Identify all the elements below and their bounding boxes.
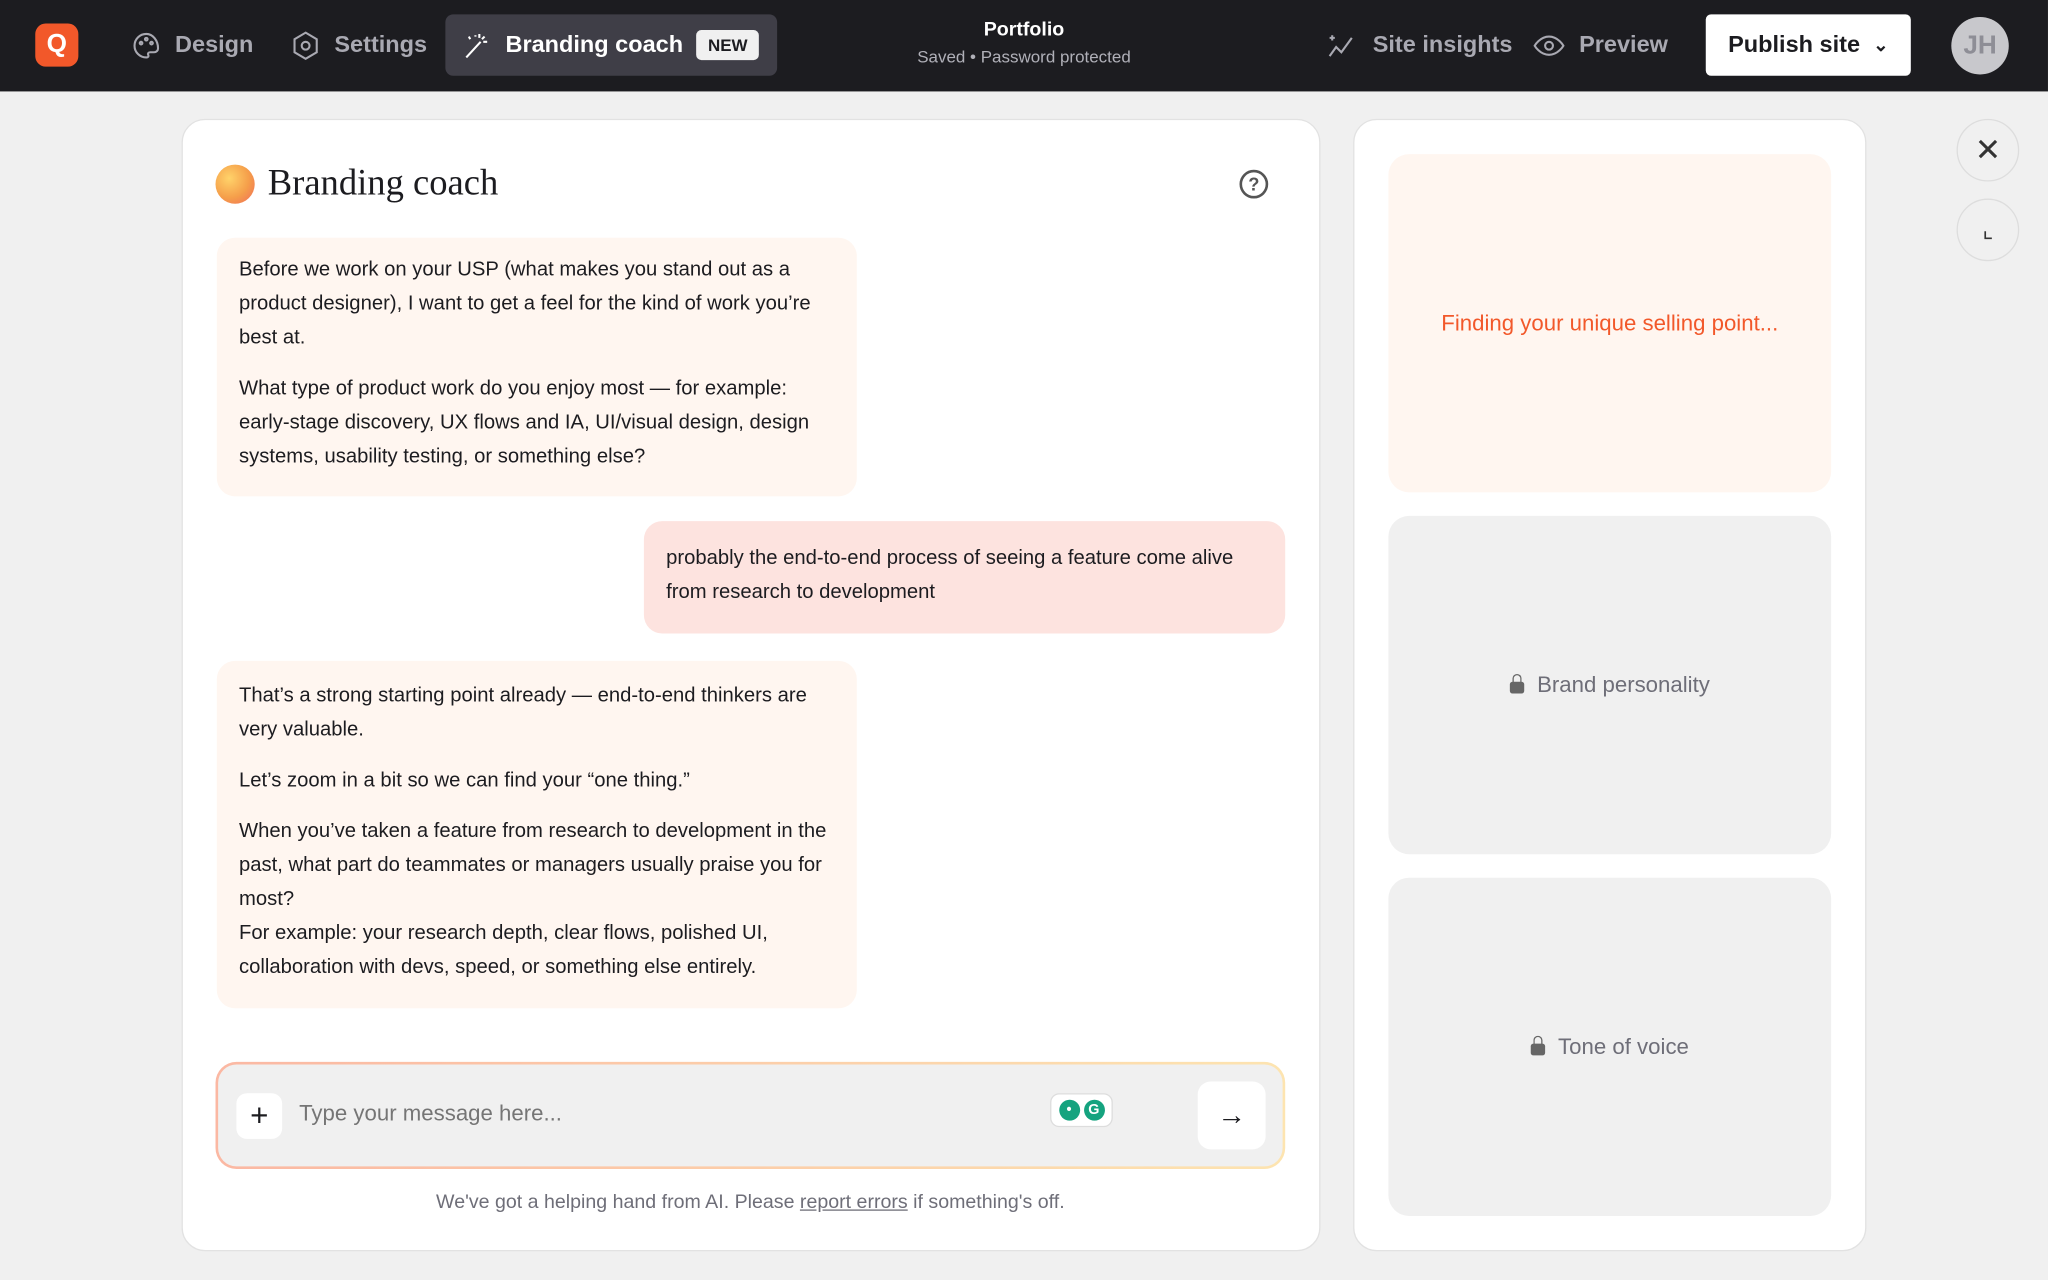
nav-design[interactable]	[115, 14, 269, 75]
site-info	[893, 18, 1154, 66]
palette-icon	[131, 29, 162, 60]
nav-settings-label: Settings	[334, 31, 428, 58]
message-paragraph: For example: your research depth, clear flows, polished UI, collaboration with devs, speed, or something else entirely.	[239, 922, 768, 979]
step-brand-personality	[1388, 516, 1831, 854]
message-paragraph: That’s a strong starting point already — end-to-end thinkers are very valuable.	[239, 684, 807, 741]
arrow-right-icon: →	[1217, 1098, 1247, 1132]
sparkle-chart-icon	[1326, 29, 1360, 60]
chat-title-text: Branding coach	[267, 163, 499, 204]
top-bar	[0, 0, 2048, 91]
nav-branding-coach-label: Branding coach	[505, 31, 684, 58]
new-badge: NEW	[696, 30, 759, 60]
avatar[interactable]: JH	[1951, 17, 2008, 74]
grammarly-icon: G	[1083, 1100, 1104, 1121]
gear-icon	[290, 29, 321, 60]
assistant-message	[217, 661, 857, 1008]
chat-title	[216, 163, 499, 205]
preview-label: Preview	[1579, 31, 1668, 58]
message-input[interactable]	[299, 1101, 1030, 1127]
site-status: Saved • Password protected	[917, 47, 1131, 67]
nav-design-label: Design	[175, 31, 254, 58]
site-insights-button[interactable]	[1310, 14, 1528, 75]
help-icon[interactable]: ?	[1239, 170, 1268, 199]
message-paragraph: Let’s zoom in a bit so we can find your “one thing.”	[239, 769, 690, 792]
send-button[interactable]	[1198, 1081, 1266, 1149]
disclaimer-post: if something's off.	[907, 1191, 1065, 1214]
close-button[interactable]	[1957, 119, 2020, 182]
grammarly-widget[interactable]	[1050, 1093, 1113, 1127]
report-errors-link[interactable]: report errors	[799, 1191, 908, 1214]
close-icon: ✕	[1974, 132, 2002, 168]
magic-wand-icon	[461, 29, 492, 60]
assistant-message	[217, 238, 857, 497]
message-text: probably the end-to-end process of seeing a feature come alive from research to development	[666, 547, 1234, 604]
eye-icon	[1532, 29, 1566, 60]
step-label: Finding your unique selling point...	[1441, 310, 1779, 336]
message-composer	[216, 1062, 1286, 1169]
publish-site-button[interactable]	[1706, 14, 1911, 75]
step-label: Tone of voice	[1558, 1033, 1689, 1059]
coach-orb-icon	[216, 165, 255, 204]
chevron-down-icon: ⌄	[1873, 33, 1889, 55]
ai-disclaimer	[216, 1191, 1286, 1213]
lock-icon	[1510, 682, 1524, 694]
step-tone-of-voice	[1388, 878, 1831, 1216]
user-message	[644, 521, 1285, 633]
message-paragraph: Before we work on your USP (what makes you stand out as a product designer), I want to get a feel for the kind of work you’re best at.	[239, 258, 811, 349]
message-paragraph: What type of product work do you enjoy most — for example: early-stage discovery, UX flows and IA, UI/visual design, design systems, usability testing, or something else?	[239, 377, 810, 468]
preview-button[interactable]	[1516, 14, 1683, 75]
step-label: Brand personality	[1537, 671, 1710, 697]
message-paragraph: When you’ve taken a feature from research to development in the past, what part do teammates or managers usually praise you for most?	[239, 820, 827, 911]
bulb-icon: •	[1059, 1100, 1080, 1121]
disclaimer-pre: We've got a helping hand from AI. Please	[436, 1191, 800, 1214]
site-insights-label: Site insights	[1372, 31, 1513, 58]
site-title: Portfolio	[983, 18, 1065, 41]
nav-branding-coach[interactable]	[445, 14, 777, 75]
nav-settings[interactable]	[274, 14, 443, 75]
lock-icon	[1531, 1044, 1545, 1056]
collapse-icon: ⌞	[1982, 216, 1994, 243]
collapse-button[interactable]	[1957, 199, 2020, 262]
publish-label: Publish site	[1728, 31, 1861, 58]
app-logo[interactable]: Q	[35, 24, 78, 67]
step-usp	[1388, 154, 1831, 492]
add-attachment-button[interactable]: +	[236, 1093, 282, 1139]
